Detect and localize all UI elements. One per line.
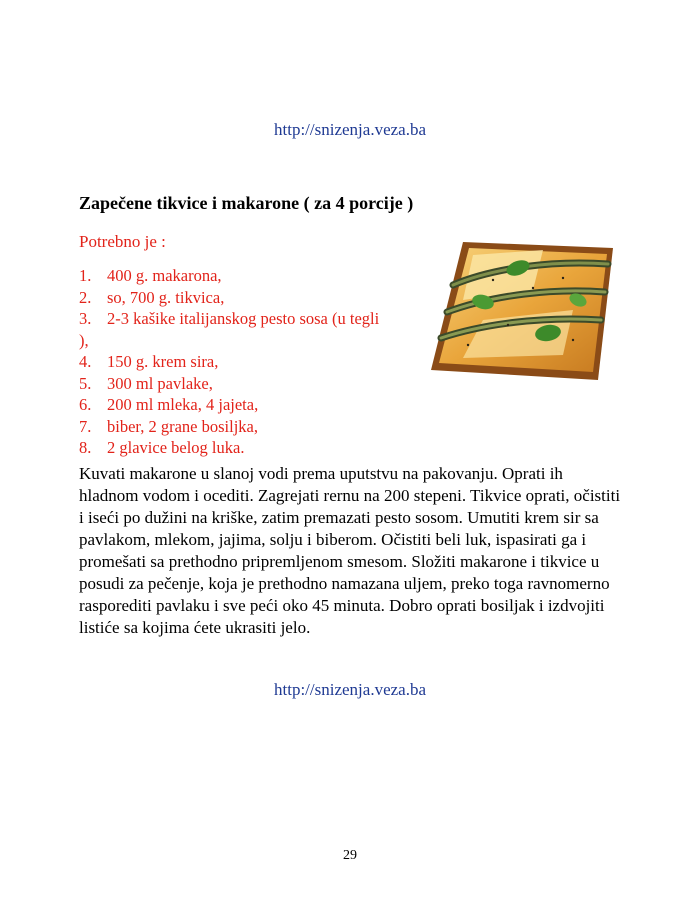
page-number: 29 [343,848,357,863]
ingredient-item-continuation: ), [79,330,89,350]
ingredient-item: 2. so, 700 g. tikvica, [79,287,225,307]
ingredients-heading: Potrebno je : [79,232,166,251]
ingredient-list [79,265,424,459]
ingredient-item: 5. 300 ml pavlake, [79,373,213,393]
recipe-title: Zapečene tikvice i makarone ( za 4 porcije ) [79,193,414,213]
ingredient-item: 7. biber, 2 grane bosiljka, [79,416,259,436]
instructions-paragraph: Kuvati makarone u slanoj vodi prema uputstvu na pakovanju. Oprati ih hladnom vodom i ocediti. Zagrejati rernu na 200 stepeni. Tikvice oprati, očistiti i iseći po dužini na kriške, zatim premazati pesto sosom. Umutiti krem sir sa pavlakom, mlekom, jajima, solju i biberom. Očistiti beli luk, ispasirati ga i promešati sa prethodno pripremljenom smesom. Složiti makarone i tikvice u posudi za pečenje, koja je prethodno namazana uljem, preko toga ravnomerno rasporediti pavlaku i sve peći oko 45 minuta. Dobro oprati bosiljak i izdvojiti listiće sa kojima ćete ukrasiti jelo. [79,464,621,637]
ingredient-item: 6. 200 ml mleka, 4 jajeta, [79,395,259,414]
header-link[interactable]: http://snizenja.veza.ba [274,120,426,139]
footer-link[interactable]: http://snizenja.veza.ba [274,680,426,699]
dish-photo [423,230,623,392]
ingredient-item: 3. 2-3 kašike italijanskog pesto sosa (u tegli [79,309,380,328]
ingredient-item: 8. 2 glavice belog luka. [79,438,245,457]
ingredient-item: 4. 150 g. krem sira, [79,352,219,371]
ingredient-item: 1. 400 g. makarona, [79,266,222,285]
